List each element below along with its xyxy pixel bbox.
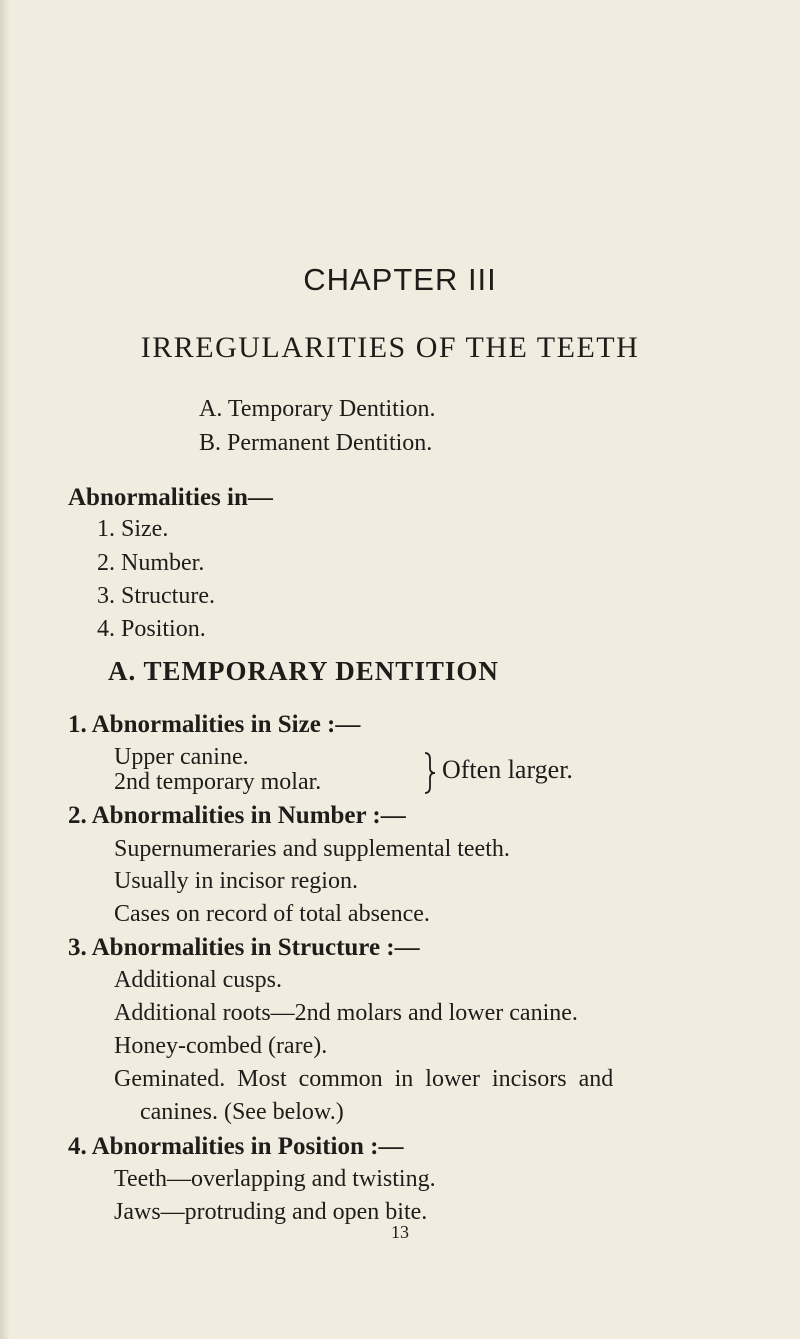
item-heading-text: Abnormalities in Position :— xyxy=(91,1133,404,1160)
list-number: 2. xyxy=(97,550,115,576)
brace-note: Often larger. xyxy=(442,755,573,784)
section-heading: A. TEMPORARY DENTITION xyxy=(108,656,499,686)
item-line: Jaws—protruding and open bite. xyxy=(114,1199,428,1225)
item-number: 2. xyxy=(68,802,87,829)
list-text: Size. xyxy=(121,516,169,542)
division-b xyxy=(199,430,432,457)
item-line: Additional cusps. xyxy=(114,967,282,993)
division-letter: B. xyxy=(199,430,222,456)
page-edge-shadow xyxy=(0,0,10,1339)
list-text: Number. xyxy=(121,550,205,576)
item-heading-text: Abnormalities in Size :— xyxy=(91,711,361,738)
list-number: 3. xyxy=(97,583,115,609)
item-line: Additional roots—2nd molars and lower canine. xyxy=(114,1000,578,1026)
abnormality-list-item xyxy=(97,516,168,543)
division-a xyxy=(199,396,436,423)
item-line: Honey-combed (rare). xyxy=(114,1033,328,1059)
list-number: 1. xyxy=(97,516,115,542)
list-number: 4. xyxy=(97,616,115,642)
brace-icon xyxy=(422,751,438,795)
item-number: 4. xyxy=(68,1133,87,1160)
list-text: Structure. xyxy=(121,583,215,609)
item-line: Supernumeraries and supplemental teeth. xyxy=(114,836,510,862)
item-line: Geminated. Most common in lower incisors and xyxy=(114,1066,614,1092)
item-line: Usually in incisor region. xyxy=(114,868,358,894)
abnormality-list-item xyxy=(97,616,206,643)
abnormality-list-item xyxy=(97,583,215,610)
item-heading xyxy=(68,934,420,962)
division-letter: A. xyxy=(199,396,223,422)
item-heading-text: Abnormalities in Structure :— xyxy=(91,934,420,961)
item-number: 1. xyxy=(68,711,87,738)
item-heading-text: Abnormalities in Number :— xyxy=(91,802,406,829)
item-number: 3. xyxy=(68,934,87,961)
page-number: 13 xyxy=(391,1222,409,1242)
item-line: 2nd temporary molar. xyxy=(114,769,322,795)
item-heading xyxy=(68,711,360,739)
division-text: Temporary Dentition. xyxy=(227,396,436,422)
abnormality-list-item xyxy=(97,550,204,577)
chapter-heading: CHAPTER III xyxy=(303,262,497,297)
item-heading xyxy=(68,1133,403,1161)
division-text: Permanent Dentition. xyxy=(227,430,433,456)
item-line: canines. (See below.) xyxy=(140,1099,344,1125)
list-text: Position. xyxy=(121,616,206,642)
item-line: Upper canine. xyxy=(114,744,249,770)
item-line: Teeth—overlapping and twisting. xyxy=(114,1166,436,1192)
abnormalities-heading: Abnormalities in— xyxy=(68,484,273,511)
item-line: Cases on record of total absence. xyxy=(114,901,430,927)
item-heading xyxy=(68,802,406,830)
chapter-title: IRREGULARITIES OF THE TEETH xyxy=(140,331,640,364)
